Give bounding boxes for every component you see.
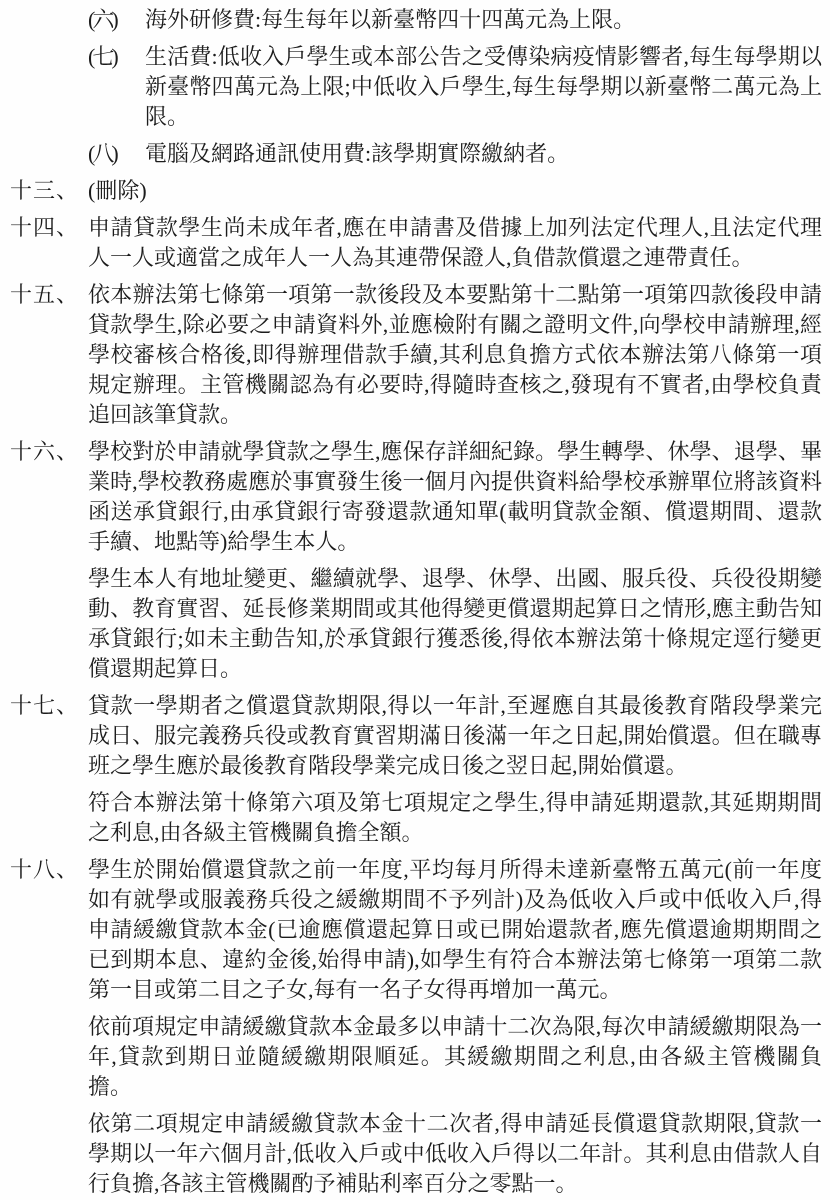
clause-paragraphs	[145, 5, 822, 35]
clause-item-9	[10, 855, 822, 1199]
clause-paragraph: 依第二項規定申請緩繳貸款本金十二次者,得申請延長償還貸款期限,貸款一學期以一年六個月計,低收入戶或中低收入戶得以二年計。其利息由借款人自行負擔,各該主管機關酌予補貼利率百分之零點一。	[88, 1111, 822, 1196]
clause-number-label: (七)	[88, 44, 116, 69]
clause-paragraph: 符合本辦法第十條第六項及第七項規定之學生,得申請延期還款,其延期期間之利息,由各級主管機關負擔全額。	[88, 790, 822, 845]
clause-paragraph: 學生本人有地址變更、繼續就學、退學、休學、出國、服兵役、兵役役期變動、教育實習、延長修業期間或其他得變更償還期起算日之情形,應主動告知承貸銀行;如未主動告知,於承貸銀行獲悉後,得依本辦法第十條規定逕行變更償還期起算日。	[88, 566, 822, 681]
clause-paragraph: 學校對於申請就學貸款之學生,應保存詳細紀錄。學生轉學、休學、退學、畢業時,學校教務處應於事實發生後一個月內提供資料給學校承辦單位將該資料函送承貸銀行,由承貸銀行寄發還款通知單(載明貸款金額、償還期間、還款手續、地點等)給學生本人。	[88, 439, 822, 554]
clause-paragraph: 申請貸款學生尚未成年者,應在申請書及借據上加列法定代理人,且法定代理人一人或適當之成年人一人為其連帶保證人,負借款償還之連帶責任。	[88, 215, 822, 270]
clause-paragraphs	[88, 280, 822, 430]
clause-item-1	[10, 5, 822, 35]
clause-paragraphs	[88, 691, 822, 848]
clause-paragraphs	[145, 42, 822, 132]
clause-item-5	[10, 213, 822, 273]
clause-paragraph: 貸款一學期者之償還貸款期限,得以一年計,至遲應自其最後教育階段學業完成日、服完義務兵役或教育實習期滿日後滿一年之日起,開始償還。但在職專班之學生應於最後教育階段學業完成日後之翌日起,開始償還。	[88, 693, 822, 778]
clause-item-4	[10, 176, 822, 206]
clause-number-label: 十七、	[10, 693, 80, 718]
clause-paragraphs	[88, 437, 822, 684]
clause-paragraphs	[88, 855, 822, 1199]
clause-number-label: 十三、	[10, 178, 80, 203]
clause-paragraph: 依本辦法第七條第一項第一款後段及本要點第十二點第一項第四款後段申請貸款學生,除必要之申請資料外,並應檢附有關之證明文件,向學校申請辦理,經學校審核合格後,即得辦理借款手續,其利息負擔方式依本辦法第八條第一項規定辦理。主管機關認為有必要時,得隨時查核之,發現有不實者,由學校負責追回該筆貸款。	[88, 282, 822, 427]
clause-paragraphs	[145, 139, 822, 169]
clause-number-label: 十四、	[10, 215, 80, 240]
clause-number-label: (六)	[88, 7, 116, 32]
clause-paragraph: (刪除)	[88, 178, 147, 203]
clause-number-label: 十五、	[10, 282, 80, 307]
clause-paragraph: 生活費:低收入戶學生或本部公告之受傳染病疫情影響者,每生每學期以新臺幣四萬元為上限;中低收入戶學生,每生每學期以新臺幣二萬元為上限。	[145, 44, 822, 129]
clause-paragraphs	[88, 213, 822, 273]
clause-list	[10, 5, 822, 1199]
clause-paragraph: 電腦及網路通訊使用費:該學期實際繳納者。	[145, 141, 570, 166]
clause-item-3	[10, 139, 822, 169]
clause-number-label: (八)	[88, 141, 116, 166]
clause-number-label: 十六、	[10, 439, 80, 464]
clause-item-2	[10, 42, 822, 132]
clause-number-label: 十八、	[10, 857, 80, 882]
clause-item-8	[10, 691, 822, 848]
clause-paragraph: 海外研修費:每生每年以新臺幣四十四萬元為上限。	[145, 7, 636, 32]
clause-item-7	[10, 437, 822, 684]
clause-paragraph: 學生於開始償還貸款之前一年度,平均每月所得未達新臺幣五萬元(前一年度如有就學或服義務兵役之緩繳期間不予列計)及為低收入戶或中低收入戶,得申請緩繳貸款本金(已逾應償還起算日或已開始還款者,應先償還逾期期間之已到期本息、違約金後,始得申請),如學生有符合本辦法第七條第一項第二款第一目或第二目之子女,每有一名子女得再增加一萬元。	[88, 857, 822, 1002]
clause-paragraphs	[88, 176, 822, 206]
clause-item-6	[10, 280, 822, 430]
clause-paragraph: 依前項規定申請緩繳貸款本金最多以申請十二次為限,每次申請緩繳期限為一年,貸款到期日並隨緩繳期限順延。其緩繳期間之利息,由各級主管機關負擔。	[88, 1014, 822, 1099]
